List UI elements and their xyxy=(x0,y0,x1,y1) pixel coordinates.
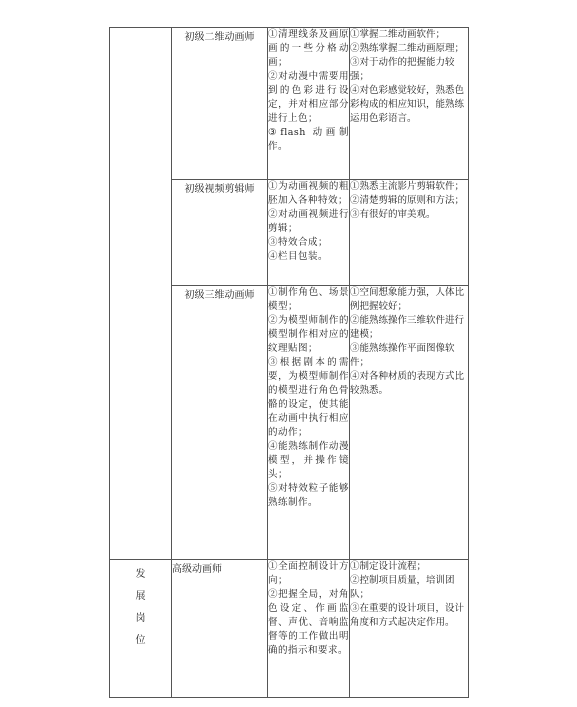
requirements-cell xyxy=(350,28,469,180)
duty-item: ⑤对特效粒子能够熟练制作。 xyxy=(268,483,349,508)
requirement-item: ①空间想象能力强，人体比例把握较好； xyxy=(350,287,465,312)
requirement-item: ③对于动作的把握能力较强； xyxy=(350,57,455,82)
requirement-item: ②能熟练操作三维软件进行建模； xyxy=(350,315,465,340)
position-char: 位 xyxy=(135,635,146,646)
duty-item: ③特效合成； xyxy=(268,237,329,248)
requirement-item: ④对各种材质的表现方式比较熟悉。 xyxy=(350,371,465,396)
requirement-item: ②清楚剪辑的原则和方法； xyxy=(350,195,465,206)
requirement-item: ④对色彩感觉较好，熟悉色彩构成的相应知识，能熟练运用色彩语言。 xyxy=(350,85,465,124)
requirement-item: ①熟悉主流影片剪辑软件； xyxy=(350,181,465,192)
requirement-item: ②熟练掌握二维动画原理； xyxy=(350,43,465,54)
position-char: 展 xyxy=(135,591,146,602)
duty-item: ③根据剧本的需要，为模型师制作的模型进行角色骨骼的设定，使其能在动画中执行相应的动作； xyxy=(268,357,349,438)
requirement-item: ①制定设计流程； xyxy=(350,561,427,572)
requirement-item: ③在重要的设计项目，设计角度和方式起决定作用。 xyxy=(350,603,465,628)
duty-item: ④能熟练制作动漫模型，并操作镜头； xyxy=(268,441,349,480)
requirements-cell xyxy=(350,286,469,560)
duties-cell xyxy=(268,286,350,560)
duty-item: ④栏目包装。 xyxy=(268,251,329,262)
requirements-cell xyxy=(350,560,469,698)
duty-item: ①为动画视频的粗胚加入各种特效； xyxy=(268,181,349,206)
requirement-item: ③能熟练操作平面图像软件； xyxy=(350,343,455,368)
position-category-cell xyxy=(110,28,172,560)
duties-cell xyxy=(268,180,350,286)
job-table xyxy=(109,27,469,698)
duty-item: ①全面控制设计方向； xyxy=(268,561,349,586)
duties-cell xyxy=(268,560,350,698)
duty-item: ②对动画视频进行剪辑； xyxy=(268,209,349,234)
duty-item: ②对动漫中需要用到的色彩进行设定，并对相应部分进行上色； xyxy=(268,71,349,124)
duty-item: ①清理线条及画原画的一些分格动画； xyxy=(268,29,349,68)
post-name: 初级二维动画师 xyxy=(172,28,268,180)
requirement-item: ②控制项目质量，培训团队； xyxy=(350,575,455,600)
requirement-item: ③有很好的审美观。 xyxy=(350,209,436,220)
post-name: 初级视频剪辑师 xyxy=(172,180,268,286)
table-row xyxy=(110,28,469,180)
post-name: 高级动画师 xyxy=(172,560,268,698)
duty-item: ②为模型师制作的模型制作相对应的纹理贴图； xyxy=(268,315,349,354)
post-name: 初级三维动画师 xyxy=(172,286,268,560)
requirements-cell xyxy=(350,180,469,286)
position-category-cell xyxy=(110,560,172,698)
position-char: 岗 xyxy=(135,613,146,624)
duty-item: ①制作角色、场景模型； xyxy=(268,287,349,312)
requirement-item: ①掌握二维动画软件； xyxy=(350,29,446,40)
duties-cell xyxy=(268,28,350,180)
table-row xyxy=(110,560,469,698)
position-char: 发 xyxy=(135,569,146,580)
duty-item: ②把握全局，对角色设定、作画监督、声优、音响监督等的工作做出明确的指示和要求。 xyxy=(268,589,349,656)
duty-item: ③flash 动画制作。 xyxy=(268,127,349,152)
